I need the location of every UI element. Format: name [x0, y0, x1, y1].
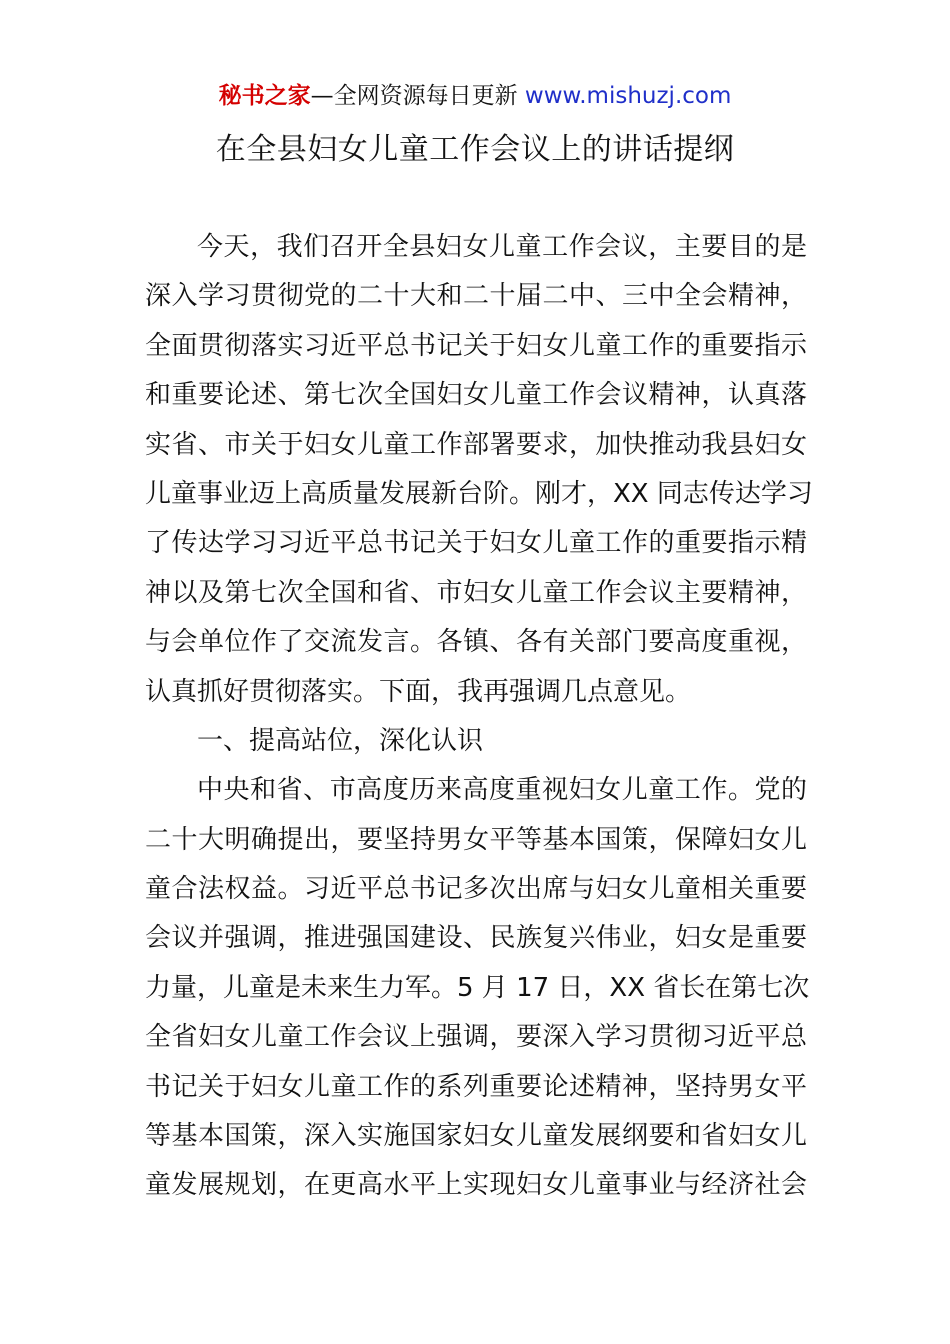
body-line: 力量，儿童是未来生力军。5 月 17 日，XX 省长在第七次 [145, 972, 810, 1003]
document-body [145, 223, 813, 1211]
body-line: 童发展规划，在更高水平上实现妇女儿童事业与经济社会 [145, 1170, 807, 1201]
body-line: 和重要论述、第七次全国妇女儿童工作会议精神，认真落 [145, 380, 807, 411]
body-line: 中央和省、市高度历来高度重视妇女儿童工作。党的 [197, 775, 807, 806]
body-line: 全面贯彻落实习近平总书记关于妇女儿童工作的重要指示 [145, 330, 807, 361]
body-line: 深入学习贯彻党的二十大和二十届二中、三中全会精神， [145, 281, 807, 312]
site-url-link[interactable]: www.mishuzj.com [524, 83, 732, 109]
site-header [0, 80, 950, 112]
body-line: 儿童事业迈上高质量发展新台阶。刚才，XX 同志传达学习 [145, 478, 813, 509]
site-tagline: —全网资源每日更新 [310, 83, 525, 109]
body-line: 实省、市关于妇女儿童工作部署要求，加快推动我县妇女 [145, 429, 807, 460]
body-line: 了传达学习习近平总书记关于妇女儿童工作的重要指示精 [145, 528, 807, 559]
document-title: 在全县妇女儿童工作会议上的讲话提纲 [215, 132, 735, 167]
body-line: 今天，我们召开全县妇女儿童工作会议，主要目的是 [197, 232, 807, 262]
body-line: 全省妇女儿童工作会议上强调，要深入学习贯彻习近平总 [145, 1022, 807, 1053]
body-line: 神以及第七次全国和省、市妇女儿童工作会议主要精神， [145, 577, 807, 608]
body-line: 童合法权益。习近平总书记多次出席与妇女儿童相关重要 [145, 874, 807, 905]
body-line: 书记关于妇女儿童工作的系列重要论述精神，坚持男女平 [145, 1071, 807, 1102]
body-line: 认真抓好贯彻落实。下面，我再强调几点意见。 [145, 676, 692, 707]
body-line: 会议并强调，推进强国建设、民族复兴伟业，妇女是重要 [145, 923, 807, 954]
body-line: 与会单位作了交流发言。各镇、各有关部门要高度重视， [145, 627, 807, 658]
section-heading: 一、提高站位，深化认识 [197, 725, 484, 756]
site-name: 秘书之家 [218, 83, 311, 109]
body-line: 二十大明确提出，要坚持男女平等基本国策，保障妇女儿 [145, 824, 807, 855]
body-line: 等基本国策，深入实施国家妇女儿童发展纲要和省妇女儿 [145, 1121, 807, 1152]
